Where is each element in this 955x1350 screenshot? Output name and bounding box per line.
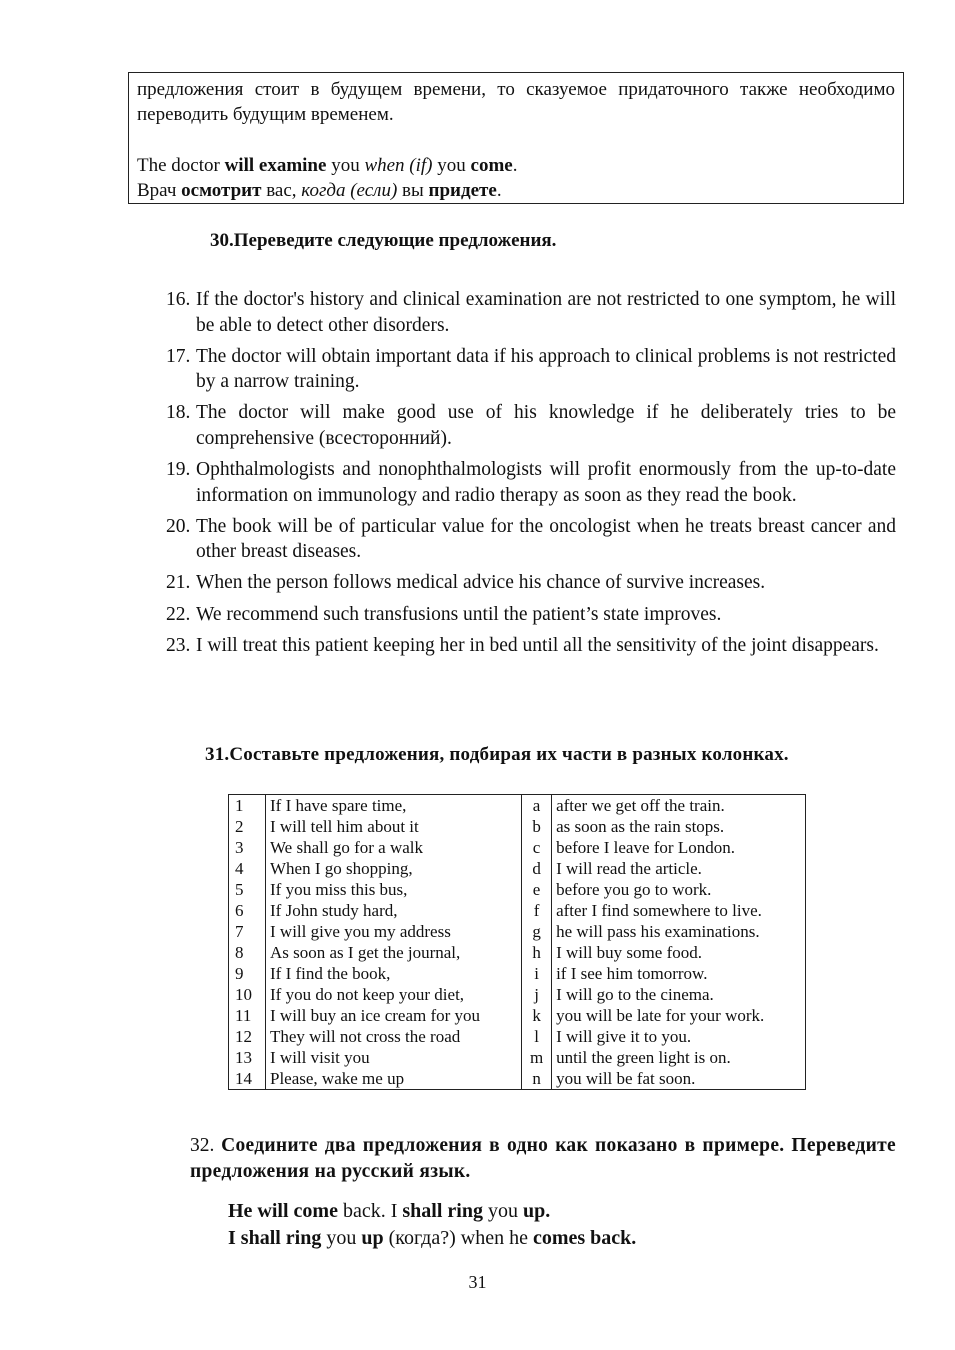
rule-text: предложения стоит в будущем времени, то сказуемое придаточного также необходимо переводить будущим временем. — [137, 79, 895, 125]
table-row — [229, 1026, 806, 1047]
row-number: 4 — [229, 858, 266, 879]
row-letter: n — [522, 1068, 552, 1090]
row-letter: a — [522, 795, 552, 817]
list-item-text: When the person follows medical advice his chance of survive increases. — [196, 572, 766, 594]
right-part: before you go to work. — [552, 879, 806, 900]
right-part: after we get off the train. — [552, 795, 806, 817]
list-item-text: Ophthalmologists and nonophthalmologists will profit enormously from the up-to-date information on immunology and radio therapy as soon as they read the book. — [196, 459, 896, 506]
matching-table — [228, 794, 806, 1090]
left-part: When I go shopping, — [266, 858, 522, 879]
page-number: 31 — [468, 1272, 487, 1292]
list-item-number: 18. — [166, 402, 191, 424]
left-part: If I find the book, — [266, 963, 522, 984]
row-letter: l — [522, 1026, 552, 1047]
list-item-number: 17. — [166, 345, 191, 367]
row-number: 13 — [229, 1047, 266, 1068]
example-line-1: He will come back. I shall ring you up. — [228, 1200, 551, 1222]
row-number: 14 — [229, 1068, 266, 1090]
row-letter: c — [522, 837, 552, 858]
row-number: 3 — [229, 837, 266, 858]
right-part: until the green light is on. — [552, 1047, 806, 1068]
row-letter: h — [522, 942, 552, 963]
row-letter: g — [522, 921, 552, 942]
row-number: 1 — [229, 795, 266, 817]
row-letter: e — [522, 879, 552, 900]
list-item-number: 19. — [166, 459, 191, 481]
rule-example-ru: Врач осмотрит вас, когда (если) вы придете. — [137, 180, 502, 201]
list-item-number: 20. — [166, 515, 191, 537]
list-item — [166, 570, 896, 596]
right-part: as soon as the rain stops. — [552, 816, 806, 837]
list-item-text: If the doctor's history and clinical examination are not restricted to one symptom, he will be able to detect other disorders. — [196, 289, 896, 336]
section-32-example — [228, 1198, 636, 1252]
left-part: I will tell him about it — [266, 816, 522, 837]
right-part: he will pass his examinations. — [552, 921, 806, 942]
left-part: Please, wake me up — [266, 1068, 522, 1090]
row-number: 2 — [229, 816, 266, 837]
right-part: you will be fat soon. — [552, 1068, 806, 1090]
left-part: If John study hard, — [266, 900, 522, 921]
table-row — [229, 984, 806, 1005]
left-part: If you miss this bus, — [266, 879, 522, 900]
rule-example-en: The doctor will examine you when (if) you come. — [137, 155, 518, 176]
table-row — [229, 963, 806, 984]
row-letter: m — [522, 1047, 552, 1068]
list-item — [166, 344, 896, 395]
row-letter: d — [522, 858, 552, 879]
list-item-number: 22. — [166, 603, 191, 625]
section-32 — [190, 1133, 896, 1185]
table-row — [229, 1047, 806, 1068]
list-item-text: I will treat this patient keeping her in bed until all the sensitivity of the joint disappears. — [196, 634, 879, 656]
left-part: As soon as I get the journal, — [266, 942, 522, 963]
section-30-title: 30.Переведите следующие предложения. — [210, 230, 557, 251]
row-number: 8 — [229, 942, 266, 963]
left-part: We shall go for a walk — [266, 837, 522, 858]
left-part: If you do not keep your diet, — [266, 984, 522, 1005]
row-number: 5 — [229, 879, 266, 900]
list-item-number: 23. — [166, 634, 191, 656]
row-letter: i — [522, 963, 552, 984]
row-number: 10 — [229, 984, 266, 1005]
table-row — [229, 879, 806, 900]
list-item-text: We recommend such transfusions until the patient’s state improves. — [196, 603, 722, 625]
list-item — [166, 400, 896, 451]
table-row — [229, 1068, 806, 1090]
rule-box — [128, 72, 904, 204]
right-part: before I leave for London. — [552, 837, 806, 858]
left-part: I will visit you — [266, 1047, 522, 1068]
left-part: If I have spare time, — [266, 795, 522, 817]
section-31-title: 31.Составьте предложения, подбирая их части в разных колонках. — [205, 744, 789, 765]
table-row — [229, 858, 806, 879]
exercise-30-list — [166, 287, 896, 664]
row-letter: f — [522, 900, 552, 921]
table-row — [229, 816, 806, 837]
table-row — [229, 1005, 806, 1026]
table-row — [229, 795, 806, 817]
list-item — [166, 633, 896, 659]
right-part: I will give it to you. — [552, 1026, 806, 1047]
left-part: They will not cross the road — [266, 1026, 522, 1047]
row-number: 11 — [229, 1005, 266, 1026]
list-item-number: 16. — [166, 289, 191, 310]
section-32-title: 32. Соедините два предложения в одно как показано в примере. Переведите предложения на русский язык. — [190, 1135, 897, 1182]
list-item-text: The doctor will obtain important data if his approach to clinical problems is not restricted by a narrow training. — [196, 345, 896, 393]
list-item — [166, 514, 896, 565]
table-row — [229, 900, 806, 921]
right-part: you will be late for your work. — [552, 1005, 806, 1026]
list-item — [166, 602, 896, 628]
row-number: 12 — [229, 1026, 266, 1047]
row-number: 9 — [229, 963, 266, 984]
list-item-text: The book will be of particular value for the oncologist when he treats breast cancer and other breast diseases. — [196, 515, 896, 563]
row-letter: b — [522, 816, 552, 837]
row-letter: j — [522, 984, 552, 1005]
table-row — [229, 942, 806, 963]
list-item-text: The doctor will make good use of his knowledge if he deliberately tries to be comprehensive (всесторонний). — [196, 402, 896, 449]
row-number: 7 — [229, 921, 266, 942]
right-part: I will read the article. — [552, 858, 806, 879]
example-line-2: I shall ring you up (когда?) when he comes back. — [228, 1227, 637, 1249]
right-part: I will go to the cinema. — [552, 984, 806, 1005]
right-part: after I find somewhere to live. — [552, 900, 806, 921]
row-letter: k — [522, 1005, 552, 1026]
right-part: if I see him tomorrow. — [552, 963, 806, 984]
list-item — [166, 457, 896, 508]
left-part: I will give you my address — [266, 921, 522, 942]
row-number: 6 — [229, 900, 266, 921]
list-item-number: 21. — [166, 572, 191, 594]
left-part: I will buy an ice cream for you — [266, 1005, 522, 1026]
table-row — [229, 921, 806, 942]
table-row — [229, 837, 806, 858]
right-part: I will buy some food. — [552, 942, 806, 963]
list-item — [166, 287, 896, 338]
